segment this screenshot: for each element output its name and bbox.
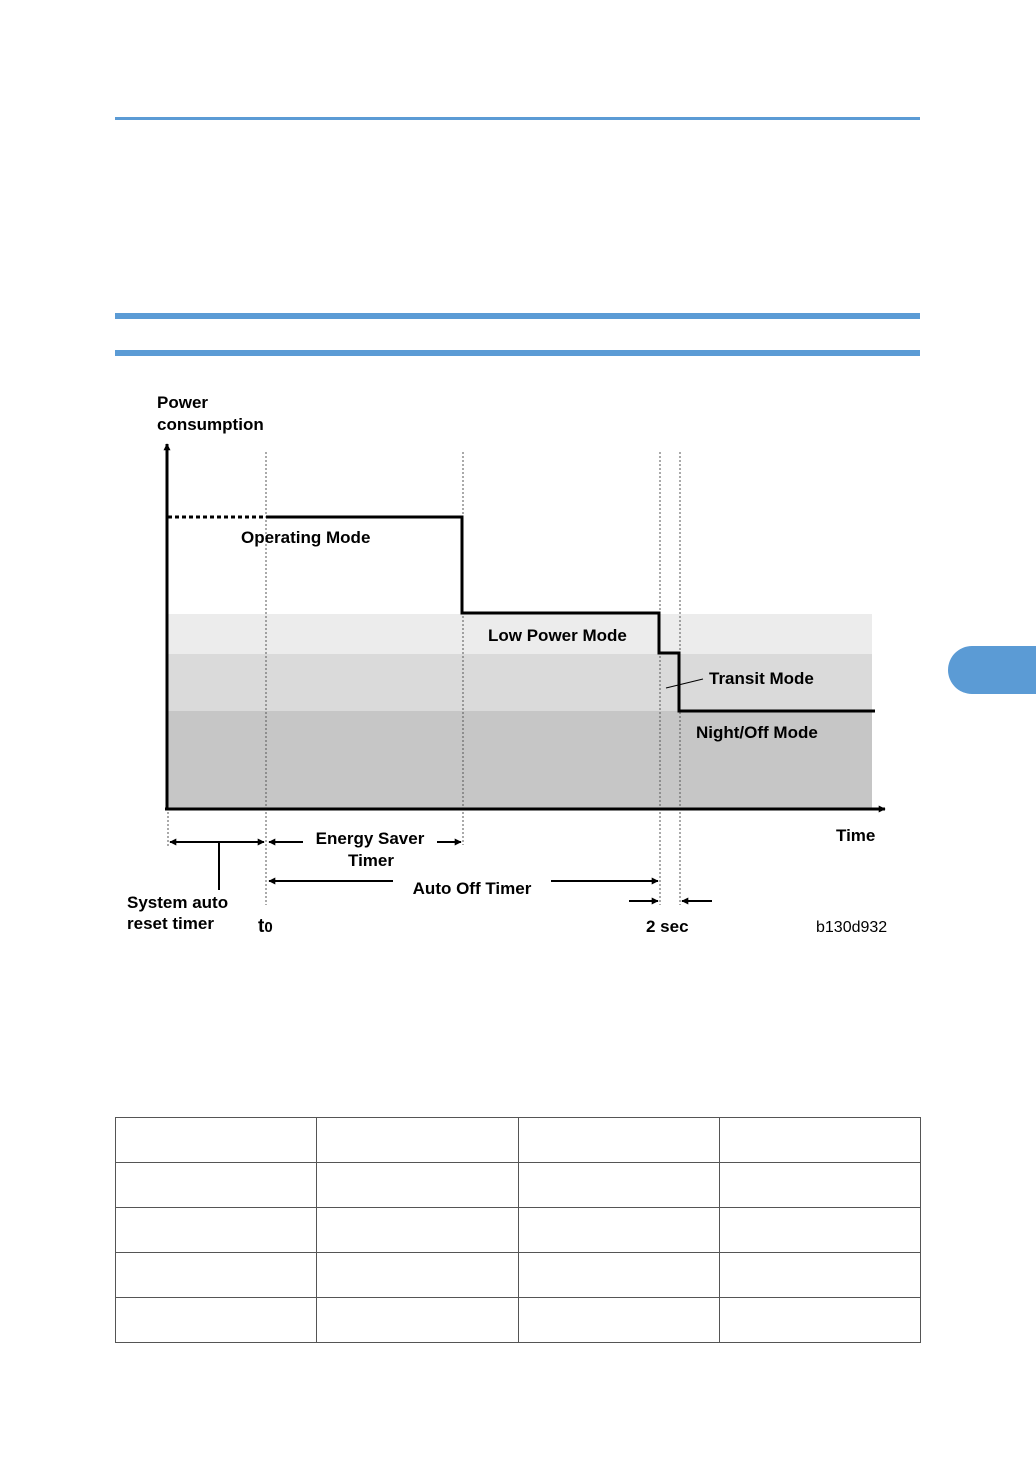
table-cell (116, 1253, 317, 1298)
system-reset-timer-label-line1: System auto (127, 893, 229, 912)
table-cell (317, 1208, 518, 1253)
table-cell (518, 1118, 719, 1163)
table-cell (518, 1163, 719, 1208)
y-axis-label-line1: Power (157, 393, 209, 412)
table-cell (116, 1208, 317, 1253)
energy-saver-timer-label-line1: Energy Saver (315, 829, 425, 848)
night-off-mode-label: Night/Off Mode (696, 723, 818, 742)
table-cell (116, 1163, 317, 1208)
table-cell (719, 1118, 920, 1163)
table-cell (518, 1253, 719, 1298)
table-cell (317, 1118, 518, 1163)
table-cell (317, 1253, 518, 1298)
table-row (116, 1253, 921, 1298)
table-cell (116, 1118, 317, 1163)
table-row (116, 1208, 921, 1253)
table-cell (317, 1298, 518, 1343)
mode-table (115, 1117, 921, 1343)
t0-label-main: t (258, 916, 265, 937)
two-sec-label: 2 sec (646, 917, 689, 936)
table-row (116, 1118, 921, 1163)
auto-off-timer-label: Auto Off Timer (412, 879, 532, 898)
t0-label-sub: 0 (264, 919, 273, 936)
table-cell (317, 1163, 518, 1208)
table-row (116, 1298, 921, 1343)
table-cell (719, 1298, 920, 1343)
table-cell (719, 1163, 920, 1208)
y-axis-label-line2: consumption (157, 415, 264, 434)
table-cell (719, 1208, 920, 1253)
mode-table-body (116, 1118, 921, 1343)
table-cell (518, 1208, 719, 1253)
low-power-mode-label: Low Power Mode (488, 626, 627, 645)
t0-label (258, 916, 273, 937)
x-axis-label: Time (836, 826, 876, 845)
operating-mode-label: Operating Mode (241, 528, 371, 547)
transit-mode-label: Transit Mode (709, 669, 814, 688)
system-reset-timer-label-line2: reset timer (127, 914, 214, 933)
table-cell (116, 1298, 317, 1343)
table-row (116, 1163, 921, 1208)
table-cell (719, 1253, 920, 1298)
energy-saver-timer-label-line2: Timer (348, 851, 394, 870)
table-cell (518, 1298, 719, 1343)
figure-code: b130d932 (816, 919, 888, 936)
